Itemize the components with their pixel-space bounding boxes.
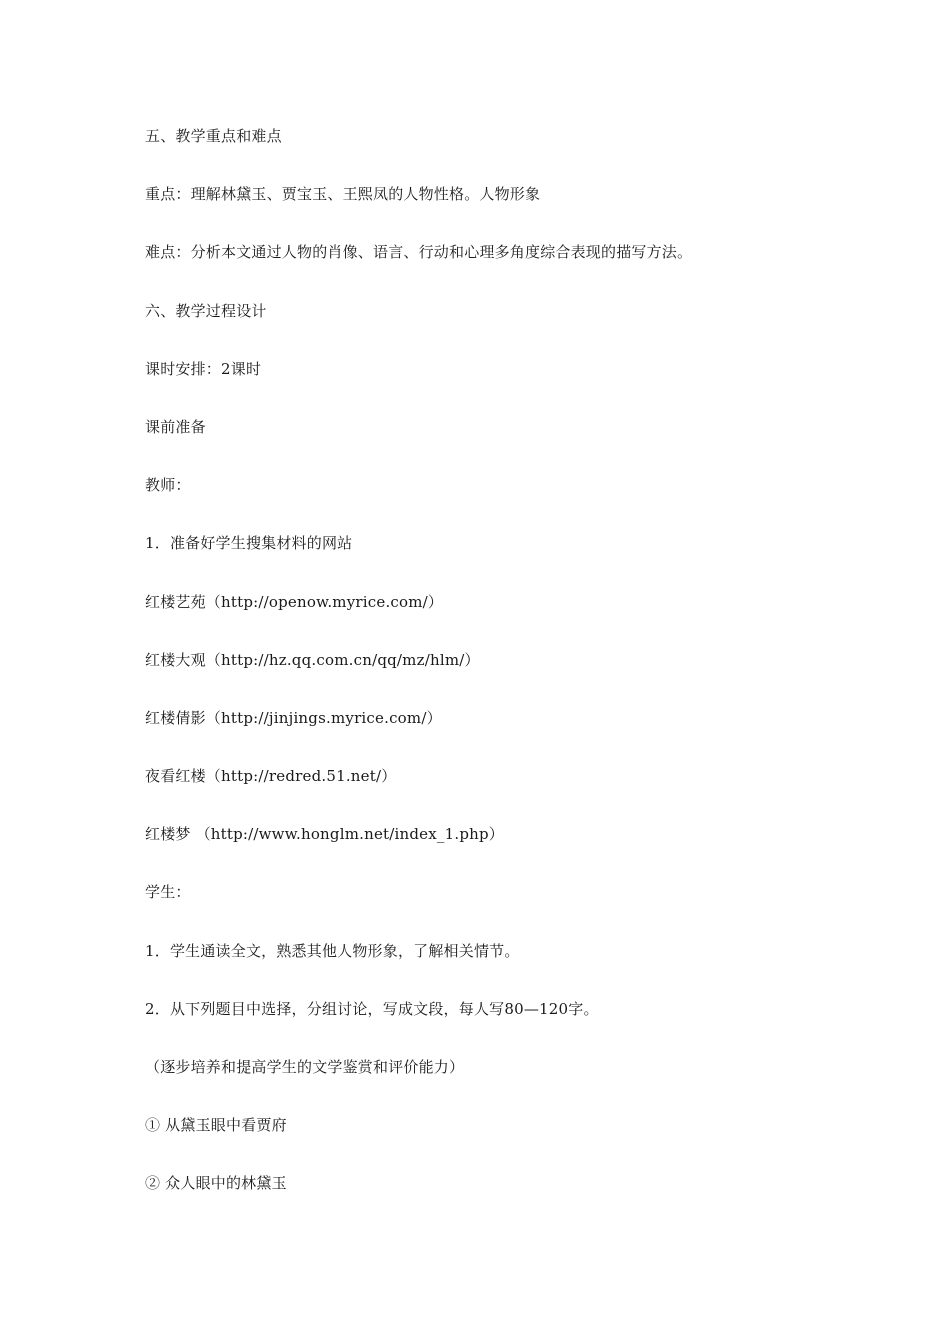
website-entry-3: 红楼倩影（http://jinjings.myrice.com/） [145,708,442,727]
section-heading-teaching-process: 六、教学过程设计 [145,301,267,320]
topic-item-2: ② 众人眼中的林黛玉 [145,1174,287,1193]
teacher-label: 教师： [145,476,191,495]
topic-item-1: ① 从黛玉眼中看贾府 [145,1116,287,1135]
website-entry-2: 红楼大观（http://hz.qq.com.cn/qq/mz/hlm/） [145,650,480,669]
preparation-heading: 课前准备 [145,417,206,436]
difficult-point-text: 难点：分析本文通过人物的肖像、语言、行动和心理多角度综合表现的描写方法。 [145,243,693,262]
student-item-2: 2．从下列题目中选择，分组讨论，写成文段，每人写80—120字。 [145,999,599,1018]
key-point-text: 重点：理解林黛玉、贾宝玉、王熙凤的人物性格。人物形象 [145,185,541,204]
student-item-1: 1．学生通读全文，熟悉其他人物形象，了解相关情节。 [145,941,520,960]
student-label: 学生： [145,883,191,902]
document-body [145,124,845,1230]
website-entry-1: 红楼艺苑（http://openow.myrice.com/） [145,592,444,611]
teacher-item-1: 1．准备好学生搜集材料的网站 [145,534,353,553]
section-heading-teaching-focus: 五、教学重点和难点 [145,127,282,145]
class-hours-text: 课时安排：2课时 [145,359,262,378]
ability-note: （逐步培养和提高学生的文学鉴赏和评价能力） [145,1058,465,1076]
website-entry-5: 红楼梦 （http://www.honglm.net/index_1.php） [145,825,504,844]
website-entry-4: 夜看红楼（http://redred.51.net/） [145,767,397,786]
